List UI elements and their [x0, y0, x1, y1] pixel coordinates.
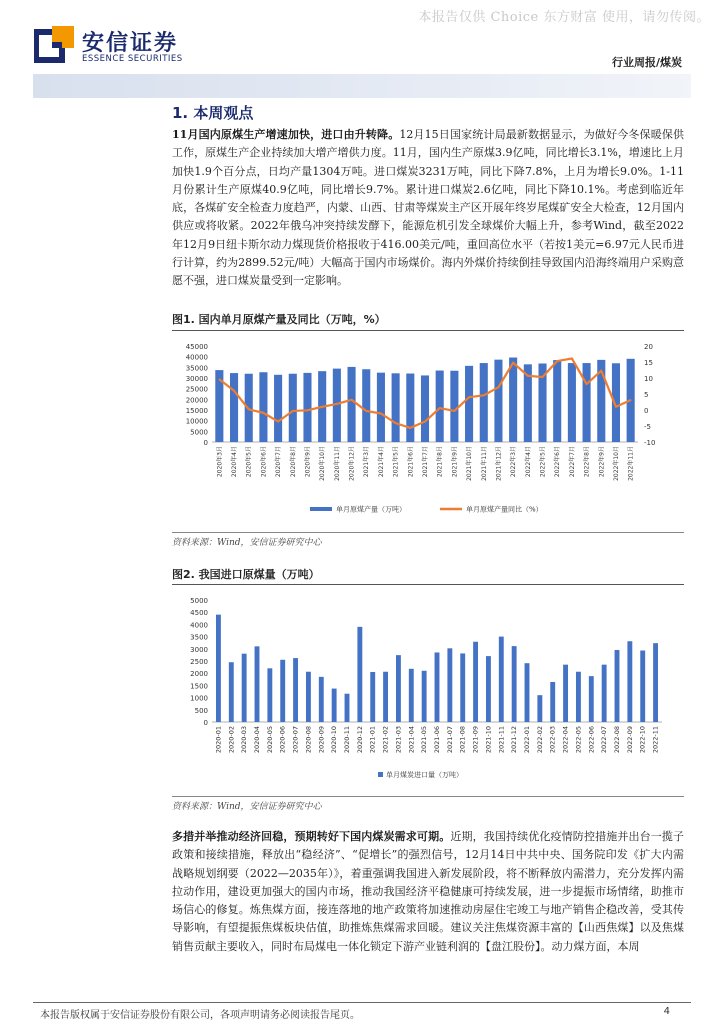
- header-band: [33, 74, 691, 98]
- point-yoy-1: [233, 390, 235, 392]
- bar-output-15: [436, 371, 444, 442]
- bar-import-4: [267, 668, 272, 722]
- x-tick-label-14: 2021-03: [394, 726, 403, 754]
- bar-import-23: [512, 646, 517, 722]
- y-left-tick-label-1: 5000: [190, 428, 208, 437]
- point-yoy-26: [600, 370, 602, 372]
- x-tick-label-5: 2020年8月: [289, 446, 297, 478]
- point-yoy-4: [277, 421, 279, 423]
- point-yoy-3: [263, 412, 265, 414]
- bar-import-17: [435, 652, 440, 722]
- point-yoy-22: [542, 376, 544, 378]
- x-tick-label-7: 2020年10月: [319, 446, 327, 481]
- point-yoy-15: [439, 407, 441, 409]
- x-tick-label-22: 2021-11: [497, 726, 506, 754]
- point-yoy-10: [365, 410, 367, 412]
- logo-mark-icon: [34, 26, 78, 66]
- x-tick-label-28: 2022-05: [574, 726, 583, 754]
- point-yoy-16: [454, 410, 456, 412]
- bar-import-10: [345, 694, 350, 722]
- y-left-tick-label-7: 35000: [185, 364, 208, 373]
- bar-output-17: [465, 366, 473, 442]
- legend-swatch-output: [310, 507, 332, 511]
- logo-en: ESSENCE SECURITIES: [82, 54, 183, 64]
- x-tick-label-30: 2022-07: [600, 726, 609, 754]
- company-logo: [34, 26, 194, 68]
- point-yoy-13: [410, 427, 412, 429]
- y-left-tick-label-4: 20000: [185, 396, 208, 405]
- bar-import-24: [525, 663, 530, 722]
- bar-import-6: [293, 658, 298, 722]
- x-tick-label-6: 2020年9月: [304, 446, 312, 478]
- section-title: 1. 本周观点: [172, 104, 254, 122]
- point-yoy-20: [512, 362, 514, 364]
- bar-output-18: [480, 363, 488, 442]
- y-left-tick-label-0: 0: [203, 439, 208, 447]
- y-right-tick-label-1: -5: [644, 423, 651, 431]
- y-right-tick-label-2: 0: [644, 407, 649, 415]
- bar-import-21: [486, 656, 491, 722]
- x-tick-label-3: 2020年6月: [260, 446, 268, 478]
- watermark: 本报告仅供 Choice 东方财富 使用，请勿传阅。: [418, 10, 710, 25]
- bar-import-19: [460, 653, 465, 722]
- bar-import-25: [537, 695, 542, 722]
- legend-label-yoy: 单月原煤产量同比（%）: [466, 505, 543, 514]
- x-tick-label-23: 2021-12: [510, 726, 519, 754]
- bar-import-34: [653, 643, 658, 722]
- y-tick-label-4: 2000: [190, 670, 208, 679]
- point-yoy-17: [468, 396, 470, 398]
- paragraph-2: [172, 828, 684, 956]
- x-tick-label-23: 2022年6月: [554, 446, 562, 478]
- report-category: 行业周报/煤炭: [611, 56, 682, 69]
- x-tick-label-6: 2020-07: [291, 726, 300, 754]
- bar-output-11: [377, 373, 385, 442]
- y-right-tick-label-6: 20: [644, 343, 653, 351]
- bar-output-23: [553, 360, 561, 442]
- x-tick-label-21: 2021-10: [484, 726, 493, 754]
- bar-import-27: [563, 665, 568, 722]
- x-tick-label-3: 2020-04: [253, 726, 261, 754]
- bar-output-13: [406, 374, 414, 442]
- x-tick-label-34: 2022-11: [651, 726, 660, 754]
- bar-output-5: [289, 374, 297, 442]
- x-tick-label-15: 2021年8月: [436, 446, 444, 478]
- logo-cn: 安信证券: [82, 31, 179, 56]
- paragraph-2-lead: 多措并举推动经济回稳，预期转好下国内煤炭需求可期。: [172, 830, 451, 843]
- x-tick-label-25: 2022年8月: [583, 446, 591, 478]
- point-yoy-23: [556, 360, 558, 362]
- bar-import-15: [409, 669, 414, 722]
- bar-output-10: [362, 369, 370, 442]
- x-tick-label-12: 2021-01: [368, 726, 377, 754]
- bar-output-9: [348, 367, 356, 442]
- x-tick-label-26: 2022-03: [548, 726, 557, 754]
- point-yoy-5: [292, 410, 294, 412]
- figure-1-title: 图1. 国内单月原煤产量及同比（万吨，%）: [172, 313, 386, 326]
- bar-output-3: [259, 372, 267, 442]
- y-tick-label-2: 1000: [190, 694, 208, 703]
- bar-import-32: [627, 641, 632, 722]
- x-tick-label-26: 2022年9月: [598, 446, 606, 478]
- point-yoy-21: [527, 375, 529, 377]
- y-left-tick-label-8: 40000: [185, 353, 208, 362]
- x-tick-label-13: 2021年6月: [407, 446, 415, 478]
- y-left-tick-label-5: 25000: [185, 385, 208, 394]
- x-tick-label-19: 2021-08: [458, 726, 467, 754]
- footer-disclaimer: 本报告版权属于安信证券股份有限公司，各项声明请务必阅读报告尾页。: [40, 1010, 360, 1021]
- x-tick-label-14: 2021年7月: [422, 446, 429, 478]
- paragraph-1-body: 12月15日国家统计局最新数据显示，为做好今冬保暖保供工作，原煤生产企业持续加大增产增供力度。11月，国内生产原煤3.9亿吨，同比增长3.1%，增速比上月加快1.9个百分点，日均产量1304万吨。进口煤炭3231万吨，同比下降7.8%，上月为增长9.0%。1-11月份累计生产原煤40.9亿吨，同比增长9.7%。累计进口煤炭2.6亿吨，同比下降10.1%。考虑到临近年底，各煤矿安全检查力度趋严，内蒙、山西、甘肃等煤炭主产区开展年终岁尾煤矿安全大检查，12月国内供应或将收紧。2022年俄乌冲突持续发酵下，能源危机引发全球煤价大幅上升，参考Wind，截至2022年12月9日纽卡斯尔动力煤现货价格报收于416.00美元/吨，重回高位水平（若按1美元=6.97元人民币进行计算，约为2899.52元/吨）大幅高于国内市场煤价。海内外煤价持续倒挂导致国内沿海终端用户采购意愿不强，进口煤炭量受到一定影响。: [172, 128, 684, 288]
- y-left-tick-label-6: 30000: [185, 375, 208, 383]
- y-tick-label-10: 5000: [190, 597, 208, 605]
- bar-import-28: [576, 672, 581, 722]
- paragraph-2-body: 近期，我国持续优化疫情防控措施并出台一揽子政策和接续措施，释放出“稳经济”、“促增长”的强烈信号，12月14日中共中央、国务院印发《扩大内需战略规划纲要（2022—2035年）》，着重强调我国进入新发展阶段，将不断释放内需潜力，充分发挥内需拉动作用，建设更加强大的国内市场，推动我国经济平稳健康可持续发展，进一步提振市场情绪，助推市场信心的修复。炼焦煤方面，接连落地的地产政策将加速推动房屋住宅竣工与地产销售企稳改善，受其传导影响，有望提振焦煤板块估值，助推炼焦煤需求回暖。建议关注焦煤资源丰富的【山西焦煤】以及焦煤销售贡献主要收入，同时布局煤电一体化锁定下游产业链利润的【盘江股份】。动力煤方面，本周: [172, 830, 685, 953]
- x-tick-label-10: 2021年3月: [363, 446, 371, 478]
- y-left-tick-label-2: 10000: [185, 417, 208, 426]
- x-tick-label-4: 2020-05: [265, 726, 274, 754]
- bar-import-5: [280, 660, 285, 722]
- point-yoy-24: [571, 358, 573, 360]
- y-tick-label-0: 0: [203, 719, 208, 727]
- x-tick-label-21: 2022年4月: [524, 446, 532, 478]
- x-tick-label-25: 2022-02: [535, 726, 544, 754]
- x-tick-label-0: 2020-01: [214, 726, 223, 754]
- footer-rule: [33, 1002, 691, 1003]
- x-tick-label-0: 2020年3月: [216, 446, 224, 478]
- x-tick-label-24: 2022年7月: [568, 446, 576, 478]
- point-yoy-18: [483, 394, 485, 396]
- bar-import-8: [319, 677, 324, 722]
- figure-2-rule: [172, 584, 684, 585]
- y-tick-label-3: 1500: [190, 682, 208, 691]
- bar-import-22: [499, 637, 504, 722]
- x-tick-label-13: 2021-02: [381, 726, 390, 754]
- x-tick-label-28: 2022年11月: [627, 446, 635, 481]
- figure-1-chart: [172, 334, 684, 530]
- x-tick-label-27: 2022年10月: [612, 446, 620, 481]
- bar-import-14: [396, 655, 401, 722]
- x-tick-label-16: 2021-05: [420, 726, 429, 754]
- y-left-tick-label-3: 15000: [185, 407, 208, 415]
- bar-output-1: [230, 373, 238, 442]
- x-tick-label-1: 2020-02: [227, 726, 236, 754]
- y-tick-label-1: 500: [194, 706, 208, 715]
- y-right-tick-label-0: -10: [644, 439, 656, 447]
- bar-output-20: [509, 358, 517, 442]
- x-tick-label-22: 2022年5月: [539, 446, 547, 478]
- legend-swatch-import: [378, 772, 383, 777]
- point-yoy-11: [380, 413, 382, 415]
- x-tick-label-8: 2020-09: [317, 726, 326, 754]
- bar-import-13: [383, 672, 388, 722]
- figure-2-title: 图2. 我国进口原煤量（万吨）: [172, 568, 320, 581]
- bar-import-29: [589, 676, 594, 722]
- y-right-tick-label-4: 10: [644, 375, 653, 383]
- point-yoy-2: [248, 409, 250, 411]
- bar-import-26: [550, 682, 555, 722]
- bar-import-3: [255, 646, 260, 722]
- bar-import-0: [216, 615, 221, 722]
- paragraph-1-lead: 11月国内原煤生产增速加快，进口由升转降。: [172, 128, 400, 141]
- bar-import-9: [332, 689, 337, 722]
- bar-output-14: [421, 375, 429, 442]
- bar-import-30: [602, 665, 607, 722]
- y-tick-label-6: 3000: [190, 645, 208, 654]
- bar-output-4: [274, 375, 282, 442]
- bar-import-12: [370, 672, 375, 722]
- x-tick-label-15: 2021-04: [407, 726, 416, 754]
- point-yoy-12: [395, 422, 397, 424]
- x-tick-label-5: 2020-06: [278, 726, 287, 754]
- figure-2-source: 资料来源：Wind，安信证券研究中心: [172, 802, 322, 812]
- point-yoy-25: [586, 383, 588, 385]
- page-number: 4: [663, 1006, 670, 1017]
- x-tick-label-33: 2022-10: [638, 726, 647, 754]
- x-tick-label-17: 2021年10月: [466, 446, 474, 481]
- x-tick-label-32: 2022-09: [625, 726, 634, 754]
- point-yoy-8: [336, 403, 338, 405]
- x-tick-label-17: 2021-06: [433, 726, 441, 754]
- bar-import-2: [242, 654, 247, 722]
- bar-output-12: [392, 373, 400, 442]
- bar-import-33: [640, 651, 645, 722]
- bar-import-1: [229, 662, 234, 722]
- point-yoy-27: [615, 406, 617, 408]
- bar-output-24: [568, 363, 576, 442]
- x-tick-label-31: 2022-08: [613, 726, 621, 754]
- point-yoy-9: [351, 399, 353, 401]
- legend-label-import: 单月煤炭进口量（万吨）: [386, 771, 463, 779]
- x-tick-label-10: 2020-11: [343, 726, 351, 754]
- point-yoy-6: [307, 410, 309, 412]
- point-yoy-28: [630, 399, 632, 401]
- y-tick-label-7: 3500: [190, 633, 208, 642]
- bar-output-25: [583, 363, 591, 442]
- y-tick-label-5: 2500: [190, 658, 208, 666]
- x-tick-label-27: 2022-04: [561, 726, 570, 754]
- bar-output-19: [494, 360, 502, 442]
- y-tick-label-9: 4500: [190, 609, 208, 618]
- figure-2-chart: [172, 588, 684, 794]
- x-tick-label-1: 2020年4月: [231, 446, 239, 478]
- x-tick-label-18: 2021年11月: [480, 446, 488, 481]
- x-tick-label-8: 2020年11月: [333, 446, 341, 481]
- y-right-tick-label-5: 15: [644, 359, 653, 367]
- x-tick-label-7: 2020-08: [304, 726, 313, 754]
- x-tick-label-2: 2020年5月: [245, 446, 253, 478]
- x-tick-label-12: 2021年5月: [392, 446, 400, 478]
- x-tick-label-9: 2020年12月: [348, 446, 356, 481]
- bar-import-18: [447, 648, 452, 722]
- x-tick-label-4: 2020年7月: [275, 446, 283, 478]
- bar-import-31: [615, 650, 620, 722]
- bar-import-16: [422, 671, 427, 722]
- point-yoy-7: [321, 406, 323, 408]
- y-right-tick-label-3: 5: [644, 391, 649, 399]
- figure-1-rule: [172, 330, 684, 331]
- point-yoy-0: [219, 378, 221, 380]
- x-tick-label-20: 2021-09: [471, 726, 480, 754]
- figure-1-source-rule: [172, 532, 684, 533]
- x-tick-label-11: 2021年4月: [377, 446, 385, 478]
- point-yoy-19: [498, 386, 500, 388]
- x-tick-label-19: 2021年12月: [495, 446, 503, 481]
- y-left-tick-label-9: 45000: [185, 343, 208, 351]
- x-tick-label-11: 2020-12: [355, 726, 364, 754]
- x-tick-label-18: 2021-07: [445, 726, 454, 754]
- bar-output-6: [303, 373, 311, 442]
- legend-label-output: 单月原煤产量（万吨）: [336, 505, 406, 514]
- x-tick-label-29: 2022-06: [587, 726, 596, 754]
- paragraph-1: [172, 126, 684, 291]
- x-tick-label-16: 2021年9月: [451, 446, 459, 478]
- point-yoy-14: [424, 421, 426, 423]
- bar-import-11: [357, 627, 362, 722]
- bar-import-20: [473, 642, 478, 722]
- bar-import-7: [306, 672, 311, 722]
- y-tick-label-8: 4000: [190, 621, 208, 630]
- figure-1-source: 资料来源：Wind，安信证券研究中心: [172, 538, 322, 548]
- bar-output-16: [450, 371, 458, 442]
- x-tick-label-20: 2022年3月: [510, 446, 518, 478]
- x-tick-label-2: 2020-03: [240, 726, 249, 754]
- figure-2-source-rule: [172, 796, 684, 797]
- x-tick-label-9: 2020-10: [330, 726, 339, 754]
- x-tick-label-24: 2022-01: [523, 726, 531, 754]
